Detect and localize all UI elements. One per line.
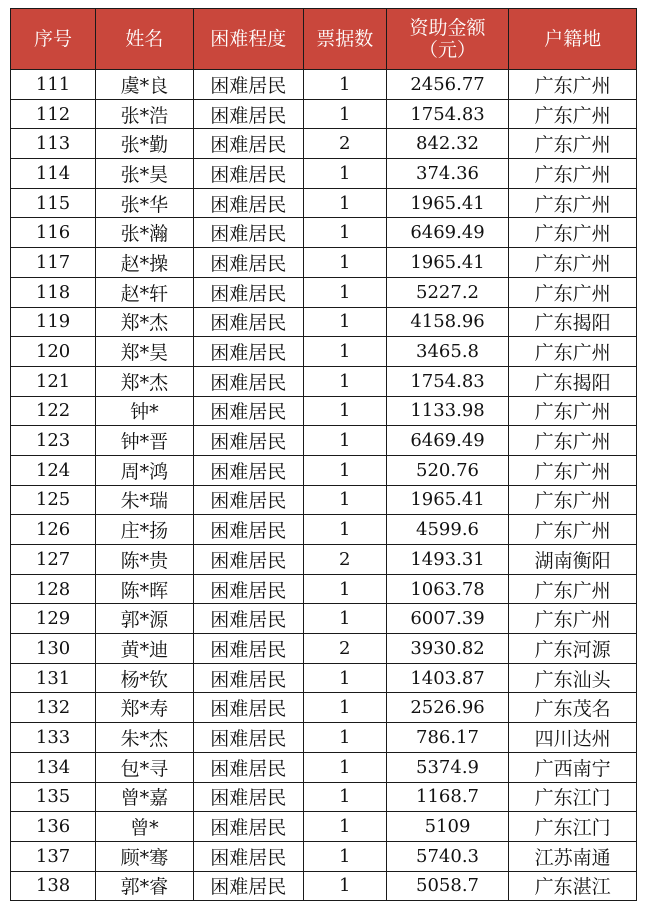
header-household-registration: 户籍地	[509, 9, 637, 70]
cell-hardship-level: 困难居民	[193, 693, 303, 723]
cell-name: 包*寻	[96, 752, 194, 782]
header-receipt-count: 票据数	[303, 9, 386, 70]
cell-amount: 2456.77	[386, 70, 509, 100]
cell-receipt-count: 1	[303, 455, 386, 485]
cell-receipt-count: 1	[303, 218, 386, 248]
header-serial-number: 序号	[11, 9, 96, 70]
cell-household-registration: 广东广州	[509, 188, 637, 218]
cell-name: 杨*钦	[96, 663, 194, 693]
cell-receipt-count: 1	[303, 604, 386, 634]
table-row	[11, 634, 637, 664]
cell-household-registration: 江苏南通	[509, 841, 637, 871]
table-row	[11, 574, 637, 604]
cell-hardship-level: 困难居民	[193, 574, 303, 604]
table-row	[11, 396, 637, 426]
cell-household-registration: 广东广州	[509, 99, 637, 129]
cell-hardship-level: 困难居民	[193, 485, 303, 515]
cell-receipt-count: 1	[303, 723, 386, 753]
cell-receipt-count: 1	[303, 663, 386, 693]
cell-serial-number: 132	[11, 693, 96, 723]
cell-hardship-level: 困难居民	[193, 455, 303, 485]
cell-serial-number: 124	[11, 455, 96, 485]
table-row	[11, 70, 637, 100]
cell-amount: 5374.9	[386, 752, 509, 782]
cell-hardship-level: 困难居民	[193, 871, 303, 901]
cell-hardship-level: 困难居民	[193, 634, 303, 664]
cell-serial-number: 128	[11, 574, 96, 604]
cell-serial-number: 131	[11, 663, 96, 693]
cell-receipt-count: 1	[303, 337, 386, 367]
cell-household-registration: 广东广州	[509, 218, 637, 248]
cell-receipt-count: 1	[303, 574, 386, 604]
cell-household-registration: 广东湛江	[509, 871, 637, 901]
cell-name: 郭*睿	[96, 871, 194, 901]
cell-serial-number: 113	[11, 129, 96, 159]
cell-household-registration: 广东广州	[509, 337, 637, 367]
cell-hardship-level: 困难居民	[193, 604, 303, 634]
cell-receipt-count: 1	[303, 366, 386, 396]
cell-amount: 5740.3	[386, 841, 509, 871]
cell-serial-number: 126	[11, 515, 96, 545]
table-row	[11, 455, 637, 485]
cell-amount: 1493.31	[386, 545, 509, 575]
cell-serial-number: 123	[11, 426, 96, 456]
cell-hardship-level: 困难居民	[193, 812, 303, 842]
table-row	[11, 782, 637, 812]
cell-name: 陈*贵	[96, 545, 194, 575]
cell-serial-number: 133	[11, 723, 96, 753]
cell-amount: 842.32	[386, 129, 509, 159]
table-row	[11, 515, 637, 545]
cell-name: 赵*操	[96, 248, 194, 278]
cell-amount: 3930.82	[386, 634, 509, 664]
cell-name: 陈*晖	[96, 574, 194, 604]
cell-hardship-level: 困难居民	[193, 841, 303, 871]
cell-receipt-count: 1	[303, 782, 386, 812]
header-name: 姓名	[96, 9, 194, 70]
table-row	[11, 663, 637, 693]
cell-hardship-level: 困难居民	[193, 188, 303, 218]
cell-household-registration: 广东江门	[509, 782, 637, 812]
cell-hardship-level: 困难居民	[193, 99, 303, 129]
cell-household-registration: 广东广州	[509, 70, 637, 100]
cell-hardship-level: 困难居民	[193, 782, 303, 812]
cell-amount: 1754.83	[386, 366, 509, 396]
cell-receipt-count: 1	[303, 70, 386, 100]
cell-name: 朱*瑞	[96, 485, 194, 515]
cell-hardship-level: 困难居民	[193, 248, 303, 278]
cell-receipt-count: 1	[303, 812, 386, 842]
table-row	[11, 604, 637, 634]
cell-receipt-count: 1	[303, 307, 386, 337]
cell-amount: 3465.8	[386, 337, 509, 367]
cell-name: 钟*	[96, 396, 194, 426]
table-row	[11, 841, 637, 871]
cell-hardship-level: 困难居民	[193, 396, 303, 426]
header-amount-label: 资助金额	[409, 17, 486, 39]
cell-amount: 5227.2	[386, 277, 509, 307]
cell-receipt-count: 1	[303, 159, 386, 189]
cell-serial-number: 122	[11, 396, 96, 426]
table-row	[11, 248, 637, 278]
cell-hardship-level: 困难居民	[193, 277, 303, 307]
cell-hardship-level: 困难居民	[193, 723, 303, 753]
cell-household-registration: 广东广州	[509, 396, 637, 426]
cell-household-registration: 广西南宁	[509, 752, 637, 782]
cell-hardship-level: 困难居民	[193, 366, 303, 396]
cell-serial-number: 135	[11, 782, 96, 812]
cell-amount: 520.76	[386, 455, 509, 485]
cell-household-registration: 四川达州	[509, 723, 637, 753]
table-row	[11, 723, 637, 753]
table-row	[11, 693, 637, 723]
cell-receipt-count: 1	[303, 426, 386, 456]
table-row	[11, 337, 637, 367]
cell-household-registration: 广东茂名	[509, 693, 637, 723]
cell-household-registration: 广东广州	[509, 426, 637, 456]
cell-amount: 5058.7	[386, 871, 509, 901]
cell-receipt-count: 1	[303, 188, 386, 218]
cell-serial-number: 119	[11, 307, 96, 337]
cell-amount: 1168.7	[386, 782, 509, 812]
cell-amount: 5109	[386, 812, 509, 842]
cell-name: 朱*杰	[96, 723, 194, 753]
cell-name: 郑*杰	[96, 366, 194, 396]
table-row	[11, 426, 637, 456]
cell-receipt-count: 2	[303, 634, 386, 664]
header-row	[11, 9, 637, 70]
cell-serial-number: 134	[11, 752, 96, 782]
table-body	[11, 70, 637, 901]
cell-serial-number: 138	[11, 871, 96, 901]
cell-name: 张*华	[96, 188, 194, 218]
cell-amount: 1133.98	[386, 396, 509, 426]
cell-serial-number: 127	[11, 545, 96, 575]
cell-name: 黄*迪	[96, 634, 194, 664]
cell-name: 张*勤	[96, 129, 194, 159]
cell-hardship-level: 困难居民	[193, 129, 303, 159]
cell-serial-number: 111	[11, 70, 96, 100]
cell-serial-number: 130	[11, 634, 96, 664]
cell-name: 郑*寿	[96, 693, 194, 723]
cell-serial-number: 118	[11, 277, 96, 307]
cell-amount: 1754.83	[386, 99, 509, 129]
table-row	[11, 159, 637, 189]
cell-household-registration: 广东广州	[509, 277, 637, 307]
cell-amount: 6469.49	[386, 218, 509, 248]
cell-receipt-count: 1	[303, 99, 386, 129]
cell-household-registration: 广东汕头	[509, 663, 637, 693]
cell-serial-number: 136	[11, 812, 96, 842]
cell-receipt-count: 1	[303, 248, 386, 278]
cell-household-registration: 湖南衡阳	[509, 545, 637, 575]
cell-receipt-count: 1	[303, 396, 386, 426]
cell-amount: 6007.39	[386, 604, 509, 634]
cell-hardship-level: 困难居民	[193, 337, 303, 367]
cell-serial-number: 117	[11, 248, 96, 278]
cell-household-registration: 广东广州	[509, 129, 637, 159]
cell-household-registration: 广东广州	[509, 455, 637, 485]
cell-amount: 786.17	[386, 723, 509, 753]
cell-name: 郑*昊	[96, 337, 194, 367]
cell-name: 曾*	[96, 812, 194, 842]
cell-household-registration: 广东广州	[509, 159, 637, 189]
cell-household-registration: 广东揭阳	[509, 366, 637, 396]
cell-name: 张*昊	[96, 159, 194, 189]
cell-amount: 1965.41	[386, 188, 509, 218]
cell-serial-number: 114	[11, 159, 96, 189]
table-row	[11, 485, 637, 515]
cell-household-registration: 广东广州	[509, 485, 637, 515]
cell-hardship-level: 困难居民	[193, 545, 303, 575]
header-amount	[386, 9, 509, 70]
cell-serial-number: 137	[11, 841, 96, 871]
cell-receipt-count: 1	[303, 515, 386, 545]
table-row	[11, 188, 637, 218]
cell-amount: 1965.41	[386, 485, 509, 515]
table-row	[11, 871, 637, 901]
cell-name: 虞*良	[96, 70, 194, 100]
cell-household-registration: 广东江门	[509, 812, 637, 842]
cell-receipt-count: 1	[303, 841, 386, 871]
cell-amount: 6469.49	[386, 426, 509, 456]
table-row	[11, 545, 637, 575]
cell-serial-number: 129	[11, 604, 96, 634]
table-row	[11, 277, 637, 307]
table-row	[11, 99, 637, 129]
cell-household-registration: 广东揭阳	[509, 307, 637, 337]
cell-household-registration: 广东广州	[509, 248, 637, 278]
cell-serial-number: 116	[11, 218, 96, 248]
cell-hardship-level: 困难居民	[193, 159, 303, 189]
cell-hardship-level: 困难居民	[193, 426, 303, 456]
cell-amount: 1063.78	[386, 574, 509, 604]
table-row	[11, 218, 637, 248]
cell-hardship-level: 困难居民	[193, 307, 303, 337]
cell-receipt-count: 1	[303, 752, 386, 782]
cell-name: 郭*源	[96, 604, 194, 634]
cell-name: 赵*轩	[96, 277, 194, 307]
cell-serial-number: 120	[11, 337, 96, 367]
cell-serial-number: 125	[11, 485, 96, 515]
cell-amount: 1403.87	[386, 663, 509, 693]
cell-name: 钟*晋	[96, 426, 194, 456]
table-row	[11, 307, 637, 337]
cell-hardship-level: 困难居民	[193, 70, 303, 100]
cell-serial-number: 115	[11, 188, 96, 218]
cell-household-registration: 广东广州	[509, 574, 637, 604]
assistance-table	[10, 8, 637, 901]
cell-amount: 374.36	[386, 159, 509, 189]
cell-name: 张*瀚	[96, 218, 194, 248]
cell-receipt-count: 2	[303, 129, 386, 159]
cell-household-registration: 广东广州	[509, 604, 637, 634]
cell-name: 曾*嘉	[96, 782, 194, 812]
cell-hardship-level: 困难居民	[193, 752, 303, 782]
cell-name: 郑*杰	[96, 307, 194, 337]
cell-amount: 4599.6	[386, 515, 509, 545]
header-amount-unit: （元）	[419, 39, 477, 61]
cell-amount: 1965.41	[386, 248, 509, 278]
table-row	[11, 129, 637, 159]
cell-name: 庄*扬	[96, 515, 194, 545]
table-row	[11, 812, 637, 842]
cell-receipt-count: 1	[303, 277, 386, 307]
cell-hardship-level: 困难居民	[193, 663, 303, 693]
table-row	[11, 366, 637, 396]
cell-household-registration: 广东河源	[509, 634, 637, 664]
cell-receipt-count: 2	[303, 545, 386, 575]
cell-receipt-count: 1	[303, 485, 386, 515]
cell-household-registration: 广东广州	[509, 515, 637, 545]
cell-amount: 4158.96	[386, 307, 509, 337]
cell-name: 周*鸿	[96, 455, 194, 485]
cell-hardship-level: 困难居民	[193, 515, 303, 545]
cell-receipt-count: 1	[303, 693, 386, 723]
table-row	[11, 752, 637, 782]
cell-amount: 2526.96	[386, 693, 509, 723]
cell-name: 顾*骞	[96, 841, 194, 871]
cell-serial-number: 112	[11, 99, 96, 129]
header-hardship-level: 困难程度	[193, 9, 303, 70]
cell-name: 张*浩	[96, 99, 194, 129]
cell-serial-number: 121	[11, 366, 96, 396]
cell-hardship-level: 困难居民	[193, 218, 303, 248]
cell-receipt-count: 1	[303, 871, 386, 901]
